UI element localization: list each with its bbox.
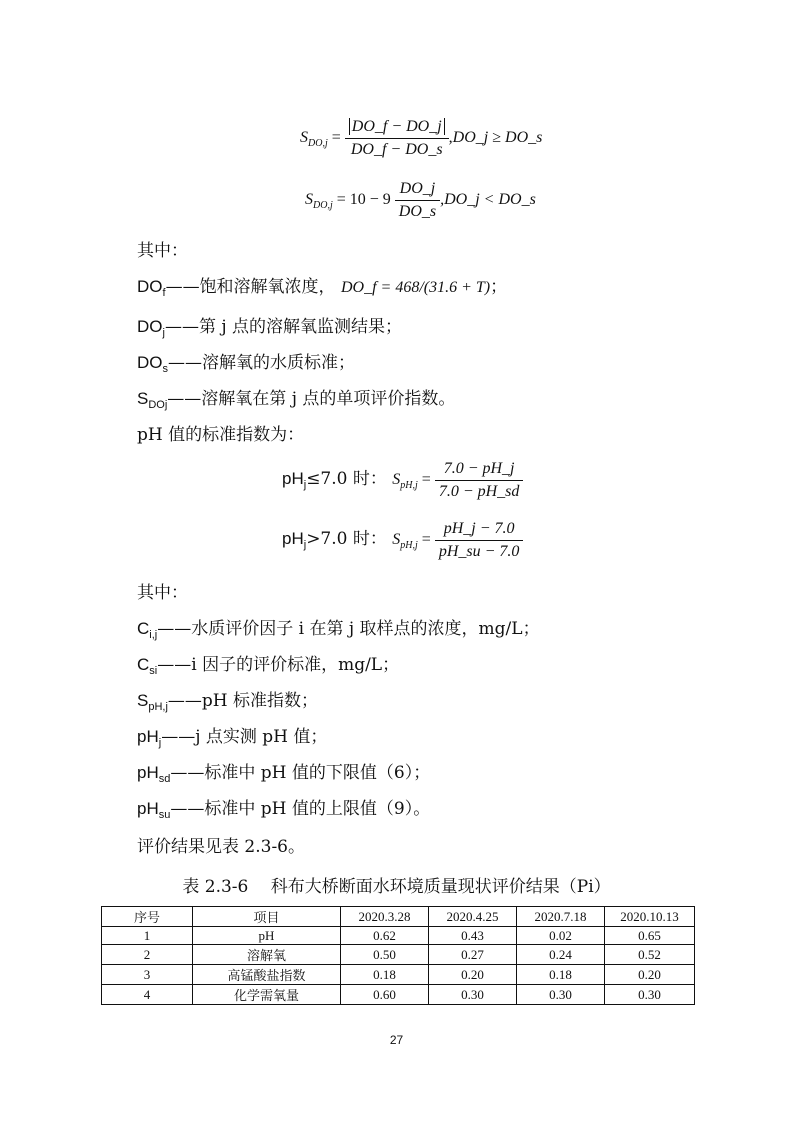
symbol-sub: i,j <box>149 629 158 641</box>
table-cell: 0.30 <box>517 985 605 1005</box>
table-cell: 0.43 <box>429 927 517 945</box>
table-caption: 表 2.3-6 科布大桥断面水环境质量现状评价结果（Pi） <box>182 877 611 897</box>
column-header: 2020.10.13 <box>605 907 695 927</box>
definition-sph <box>137 690 318 718</box>
table-cell: 1 <box>102 927 193 945</box>
formula-condition: ,DO_j < DO_s <box>440 191 536 209</box>
formula-lhs: S <box>300 129 308 147</box>
formula-do-index-2 <box>305 180 536 221</box>
table-cell: 0.18 <box>517 965 605 985</box>
column-header: 2020.7.18 <box>517 907 605 927</box>
formula-denominator: 7.0 − pH_sd <box>438 483 520 500</box>
formula-fraction <box>395 180 440 221</box>
formula-label-sub: j <box>303 479 307 492</box>
formula-equals: = <box>421 471 431 489</box>
definition-dos <box>137 352 355 380</box>
formula-lhs-sub: pH,j <box>400 540 418 552</box>
formula-equals: = <box>421 531 431 549</box>
definition-text: ——j 点实测 pH 值； <box>161 727 328 747</box>
definition-text: ——标准中 pH 值的下限值（6）； <box>170 763 431 783</box>
table-cell: 0.20 <box>605 965 695 985</box>
formula-label: pH <box>282 469 304 489</box>
table-cell: 0.24 <box>517 945 605 965</box>
symbol: pH <box>137 763 159 782</box>
formula-do-index-1 <box>300 118 542 159</box>
symbol-sub: j <box>162 327 165 339</box>
formula-numerator: 7.0 − pH_j <box>435 460 524 481</box>
formula-label-tail: >7.0 时： <box>306 529 387 550</box>
where-label-2: 其中： <box>137 583 188 603</box>
formula-denominator: DO_f − DO_s <box>350 141 443 158</box>
definition-text: ——饱和溶解氧浓度， <box>165 277 336 297</box>
symbol-sub: si <box>149 665 158 677</box>
table-cell: 溶解氧 <box>193 945 341 965</box>
dof-formula: DO_f = 468/(31.6 + T) <box>340 279 491 296</box>
definition-text: ——溶解氧的水质标准； <box>168 353 355 373</box>
table-cell: 0.30 <box>605 985 695 1005</box>
column-header: 序号 <box>102 907 193 927</box>
formula-lhs-sub: DO,j <box>308 138 328 150</box>
result-reference: 评价结果见表 2.3-6。 <box>137 837 305 857</box>
symbol: DO <box>137 353 163 372</box>
formula-lhs: S <box>392 471 401 489</box>
table-cell: pH <box>193 927 341 945</box>
formula-condition: ,DO_j ≥ DO_s <box>448 129 543 147</box>
formula-numerator: DO_j <box>395 180 440 201</box>
symbol-sub: sd <box>158 773 171 785</box>
formula-lhs-sub: DO,j <box>313 200 333 212</box>
ph-intro: pH 值的标准指数为： <box>137 425 305 445</box>
table-row <box>102 965 695 985</box>
definition-sdoj <box>137 388 455 416</box>
symbol: C <box>137 655 150 674</box>
table-cell: 0.62 <box>341 927 429 945</box>
definition-text: ——第 j 点的溶解氧监测结果； <box>164 317 403 337</box>
table-cell: 4 <box>102 985 193 1005</box>
table-cell: 0.02 <box>517 927 605 945</box>
symbol: DO <box>137 317 163 336</box>
formula-numerator: pH_j − 7.0 <box>435 520 524 541</box>
table-cell: 0.52 <box>605 945 695 965</box>
table-cell: 0.18 <box>341 965 429 985</box>
page-number: 27 <box>389 1033 404 1047</box>
definition-dof <box>137 276 507 304</box>
formula-lhs: S <box>305 191 313 209</box>
symbol: DO <box>137 277 163 296</box>
definition-phsu <box>137 798 430 826</box>
table-cell: 2 <box>102 945 193 965</box>
formula-label-sub: j <box>303 539 307 552</box>
symbol: S <box>137 389 149 408</box>
symbol-sub: s <box>162 363 168 375</box>
definition-text: ——pH 标准指数； <box>167 691 319 711</box>
definition-text: ——水质评价因子 i 在第 j 取样点的浓度，mg/L； <box>157 619 540 639</box>
table-cell: 0.60 <box>341 985 429 1005</box>
symbol-sub: f <box>162 287 166 299</box>
table-cell: 0.27 <box>429 945 517 965</box>
formula-ph-high <box>282 520 523 561</box>
symbol: C <box>137 619 150 638</box>
formula-denominator: pH_su − 7.0 <box>438 543 520 560</box>
table-row <box>102 945 695 965</box>
definition-text: ——i 因子的评价标准，mg/L； <box>157 655 400 675</box>
table-cell: 0.50 <box>341 945 429 965</box>
symbol: pH <box>137 799 159 818</box>
column-header: 项目 <box>193 907 341 927</box>
formula-label-tail: ≤7.0 时： <box>306 469 387 490</box>
formula-ph-low <box>282 460 523 501</box>
table-cell: 0.30 <box>429 985 517 1005</box>
symbol-sub: pH,j <box>148 701 168 713</box>
symbol: S <box>137 691 149 710</box>
definition-cij <box>137 618 540 646</box>
symbol: pH <box>137 727 159 746</box>
symbol-sub: su <box>158 809 171 821</box>
definition-phj <box>137 726 327 754</box>
results-table <box>101 906 695 1005</box>
symbol-sub: j <box>158 737 162 749</box>
definition-end: ； <box>490 277 508 297</box>
definition-doj <box>137 316 402 344</box>
formula-fraction <box>435 460 524 501</box>
definition-csi <box>137 654 399 682</box>
column-header: 2020.3.28 <box>341 907 429 927</box>
table-cell: 0.65 <box>605 927 695 945</box>
where-label: 其中： <box>137 241 188 261</box>
formula-fraction <box>435 520 524 561</box>
table-header-row <box>102 907 695 927</box>
definition-text: ——标准中 pH 值的上限值（9）。 <box>170 799 431 819</box>
formula-denominator: DO_s <box>398 203 437 220</box>
formula-numerator: DO_f − DO_j <box>349 118 445 135</box>
formula-lhs-sub: pH,j <box>400 480 418 492</box>
formula-lhs: S <box>392 531 401 549</box>
table-cell: 高锰酸盐指数 <box>193 965 341 985</box>
definition-text: ——溶解氧在第 j 点的单项评价指数。 <box>167 389 456 409</box>
formula-equals: = <box>331 129 341 147</box>
table-cell: 化学需氧量 <box>193 985 341 1005</box>
table-row <box>102 927 695 945</box>
definition-phsd <box>137 762 430 790</box>
formula-label: pH <box>282 529 304 549</box>
table-row <box>102 985 695 1005</box>
table-cell: 3 <box>102 965 193 985</box>
column-header: 2020.4.25 <box>429 907 517 927</box>
symbol-sub: DOj <box>148 399 168 411</box>
table-cell: 0.20 <box>429 965 517 985</box>
formula-equals: = 10 − 9 <box>336 191 391 209</box>
formula-fraction <box>345 118 449 159</box>
